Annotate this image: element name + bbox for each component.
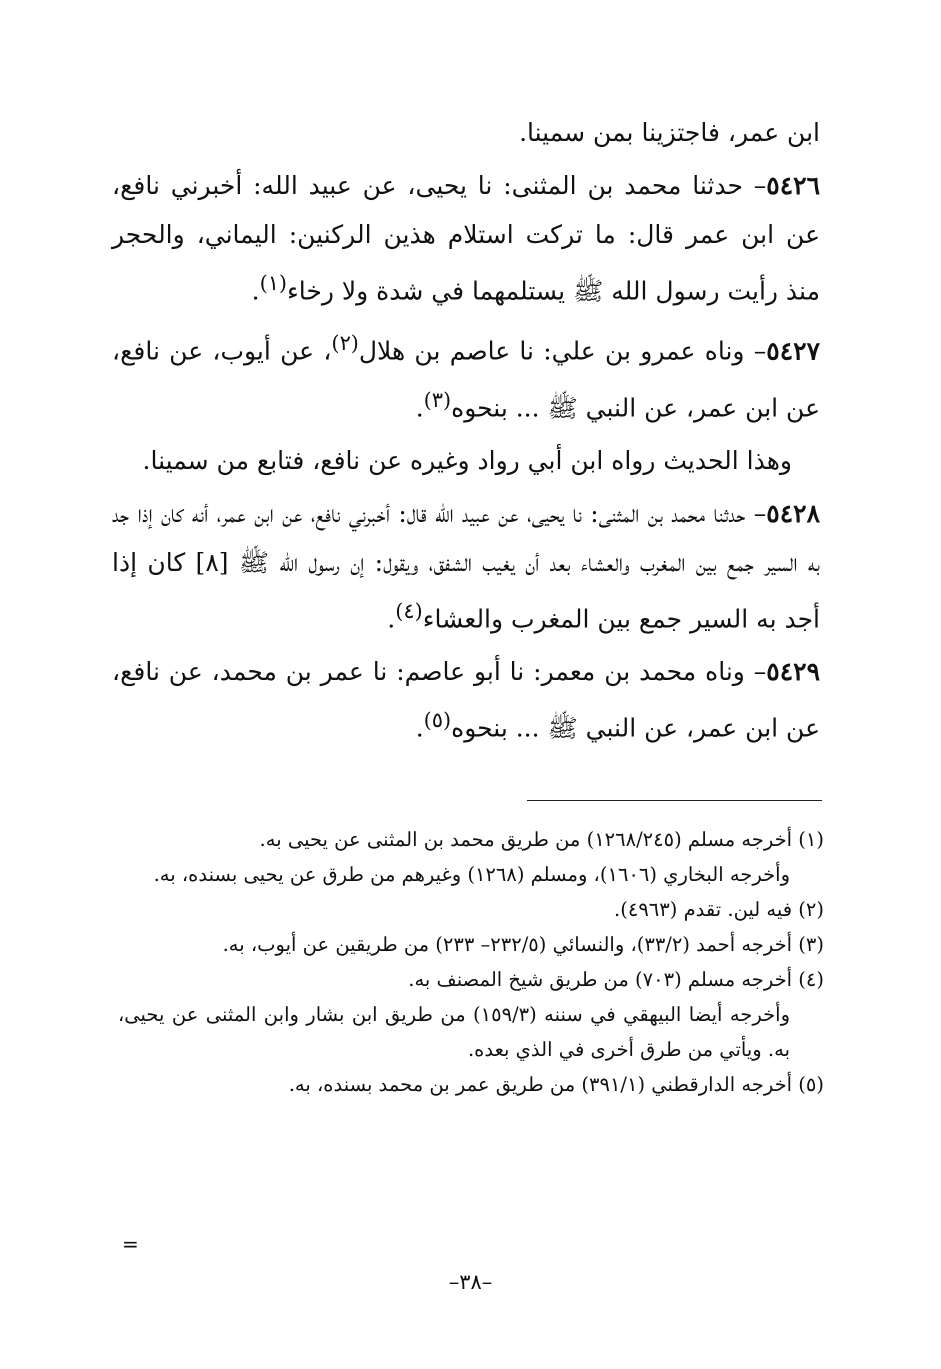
- hadith-5428: ٥٤٢٨– حدثنا محمد بن المثنى: نا يحيى، عن عبيد الله قال: أخبرني نافع، عن ابن عمر، أنه كان إذا جد به السير جمع بين المغرب والعشاء بعد أن يغيب الشفق، ويقول: إن رسول الله ﷺ [٨] كان إذا أجد به السير جمع بين المغرب والعشاء$^{(٤)}$.: [112, 498, 820, 634]
- footnote-divider: [527, 800, 822, 801]
- footnote-2: (٢) فيه لين. تقدم (٤٩٦٣).: [614, 898, 824, 921]
- footnote-3: (٣) أخرجه أحمد (٣٣/٢)، والنسائي (٢٣٢/٥– ٢٣٣) من طريقين عن أيوب، به.: [222, 933, 824, 956]
- footnote-ref[interactable]: (٥): [423, 708, 452, 733]
- footnotes: [118, 822, 824, 1102]
- hadith-text: – وناه عمرو بن علي: نا عاصم بن هلال: [358, 336, 767, 366]
- hadith-number: ٥٤٢٦: [766, 171, 820, 200]
- hadith-number: ٥٤٢٨: [766, 498, 820, 528]
- footnote-1-continued: وأخرجه البخاري (١٦٠٦)، ومسلم (١٢٦٨) وغيرهم من طرق عن يحيى بسنده، به.: [153, 863, 790, 886]
- hadith-text: – حدثنا محمد بن المثنى: نا يحيى، عن عبيد الله: أخبرني نافع، عن ابن عمر قال: ما تركت استلام هذين الركنين: اليماني، والحجر منذ رأيت رسول الله ﷺ يستلمهما في شدة ولا رخاء: [112, 171, 820, 306]
- page-number: –٣٨–: [448, 1270, 493, 1294]
- footnote-ref[interactable]: (٤): [395, 598, 423, 623]
- hadith-5429: ٥٤٢٩– وناه محمد بن معمر: نا أبو عاصم: نا عمر بن محمد، عن نافع، عن ابن عمر، عن النبي ﷺ ... بنحوه$^{(٥)}$.: [112, 657, 820, 743]
- hadith-text: – وناه محمد بن معمر: نا أبو عاصم: نا عمر بن محمد، عن نافع، عن ابن عمر، عن النبي ﷺ ... بنحوه: [112, 657, 820, 743]
- footnote-4: (٤) أخرجه مسلم (٧٠٣) من طريق شيخ المصنف به.: [408, 968, 824, 991]
- hadith-5427: ٥٤٢٧– وناه عمرو بن علي: نا عاصم بن هلال$^{(٢)}$، عن أيوب، عن نافع، عن ابن عمر، عن النبي ﷺ ... بنحوه$^{(٣)}$.: [112, 331, 821, 422]
- hadith-text: – حدثنا محمد بن المثنى: نا يحيى، عن عبيد الله قال: أخبرني نافع، عن ابن عمر، أنه كان إذا جد به السير جمع بين المغرب والعشاء بعد أن يغيب الشفق، ويقول: إن رسول الله ﷺ [٨] كان إذا أجد به السير جمع بين المغرب والعشاء: [112, 498, 820, 634]
- paragraph-intro: ابن عمر، فاجتزينا بمن سمينا.: [519, 118, 820, 147]
- hadith-text: ، عن أيوب، عن نافع، عن ابن عمر، عن النبي ﷺ ... بنحوه: [112, 336, 820, 422]
- footnote-ref[interactable]: (١): [259, 271, 288, 295]
- footnote-1: (١) أخرجه مسلم (١٢٦٨/٢٤٥) من طريق محمد بن المثنى عن يحيى به.: [259, 828, 824, 851]
- continuation-mark: =: [122, 1232, 139, 1256]
- footnote-4-continued: وأخرجه أيضا البيهقي في سننه (١٥٩/٣) من طريق ابن بشار وابن المثنى عن يحيى، به. ويأتي من طرق أخرى في الذي بعده.: [118, 1003, 790, 1061]
- main-text: [112, 108, 820, 757]
- footnote-ref[interactable]: (٣): [423, 387, 452, 412]
- hadith-number: ٥٤٢٧: [766, 336, 821, 366]
- footnote-ref[interactable]: (٢): [331, 331, 359, 356]
- hadith-5426: ٥٤٢٦– حدثنا محمد بن المثنى: نا يحيى، عن عبيد الله: أخبرني نافع، عن ابن عمر قال: ما تركت استلام هذين الركنين: اليماني، والحجر منذ رأيت رسول الله ﷺ يستلمهما في شدة ولا رخاء$^{(١)}$.: [112, 171, 820, 306]
- footnote-5: (٥) أخرجه الدارقطني (٣٩١/١) من طريق عمر بن محمد بسنده، به.: [288, 1073, 824, 1096]
- hadith-number: ٥٤٢٩: [766, 657, 820, 687]
- paragraph-remark: وهذا الحديث رواه ابن أبي رواد وغيره عن نافع، فتابع من سمينا.: [142, 445, 792, 475]
